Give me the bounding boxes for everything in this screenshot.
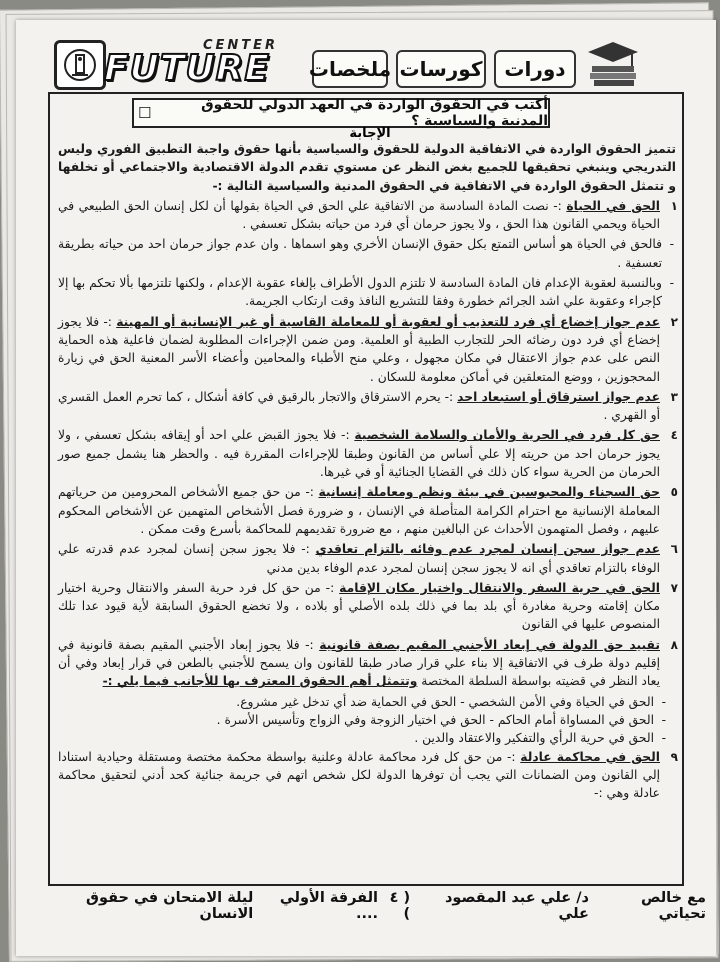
intro-paragraph: تتميز الحقوق الواردة في الاتفاقية الدولية للحقوق والسياسية بأنها حقوق واجبة التطبيق الفوري وليس التدريجي وينبغي تحقيقها للجميع بغض النظر عن مستوي تقدم الدولة الاقتصادية والاجتماعي أو تخلفها و تتمثل الحقوق الواردة في الاتفاقية في الحقوق المدنية والسياسية التالية :- [58, 142, 676, 193]
bullet-dash-icon: - [669, 237, 674, 252]
bullet-text: الحق في الحياة وفي الأمن الشخصي - الحق في الحماية ضد أي تدخل غير مشروع. [236, 694, 654, 709]
list-item [58, 274, 676, 311]
question-text: أكتب في الحقوق الواردة في العهد الدولي للحقوق المدنية والسياسية ؟ [201, 97, 548, 129]
footer-year: الفرقة الأولي .... [279, 890, 378, 922]
item-title: حق السجناء والمحبوسين في بيئة ونظم ومعاملة إنسانية [318, 485, 660, 500]
bullet-dash-icon: - [661, 731, 666, 746]
list-item [58, 426, 676, 481]
item-title: عدم جواز سجن إنسان لمجرد عدم وفائه بالتزام تعاقدي [315, 542, 661, 557]
list-item [58, 388, 676, 425]
item-text: :- فلا يجوز إخضاع أي فرد دون رضائه الحر للتجارب الطبية أو العلمية. ومن ضمن الإجراءات المطلوبة لضمان فاعلية هذه الحماية النص على عدم جواز الاعتقال في مكان مجهول ، وعلي منح الأطباء والمحامين وأعضاء الأسر المعنية الحق في زيارة المحجوزين ، ووضع المتعلقين في أماكن معلومة للسكان . [58, 314, 660, 384]
kourses-button[interactable]: كورسات [396, 50, 486, 88]
item-title: تقييد حق الدولة في إبعاد الأجنبي المقيم بصفة قانونية [319, 637, 660, 652]
item-text: :- يحرم الاسترقاق والاتجار بالرقيق في كافة أشكال ، كما تحرم العمل القسري أو القهري . [58, 389, 660, 423]
brand-name: FUTURE [104, 48, 270, 89]
page-footer [10, 886, 706, 926]
foreigner-rights-list [58, 693, 676, 748]
bullet-text: وبالنسبة لعقوبة الإعدام فان المادة السادسة لا تلتزم الدول الأطراف بإلغاء عقوبة الإعدام ، ولكنها تلتزمها بألا تحكم بها إلا كإجراء وعقوبة علي اشد الجرائم خطورة وفقا للتشريع النافذ وقت ارتكاب الجريمة. [58, 276, 662, 309]
item-number: ٣ [670, 389, 678, 404]
item-text: :- نصت المادة السادسة من الاتفاقية علي الحق في الحياة بقولها أن لكل إنسان الحق الطبيعي في الحياة ويحمي القانون هذا الحق ، ولا يجوز حرمان أي فرد من حياته بشكل تعسفي . [58, 198, 660, 232]
courses-button[interactable]: دورات [494, 50, 576, 88]
item-tail: وتتمثل أهم الحقوق المعترف بها للأجانب فيما يلي :- [102, 674, 418, 689]
page-header [48, 30, 628, 89]
item-number: ٢ [670, 314, 678, 329]
item-text: :- من حق جميع الأشخاص المحرومين من حرياتهم المعاملة الإنسانية مع احترام الكرامة المتأصلة في الإنسان ، و ضرورة فصل الأشخاص المتهمين عن الأشخاص المحكوم عليهم ، وفصل المتهمون الأحداث عن البالغين منهم ، مع ضرورة تقديمهم للمحاكمة بأسرع وقت ممكن . [58, 485, 660, 536]
item-number: ٤ [670, 428, 678, 443]
bullet-dash-icon: - [669, 276, 674, 291]
bullet-text: الحق في حرية الرأي والتفكير والاعتقاد والدين . [414, 731, 654, 746]
list-item [58, 235, 676, 272]
item-number: ٨ [670, 637, 678, 652]
list-item [58, 748, 676, 803]
answer-label: الإجابة [349, 126, 391, 141]
item-title: الحق في محاكمة عادلة [520, 749, 661, 764]
item-title: حق كل فرد في الحرية والأمان والسلامة الشخصية [354, 428, 660, 443]
item-text: :- من حق كل فرد محاكمة عادلة وعلنية بواسطة محكمة مختصة ومستقلة وحيادية استنادا إلي القانون ومن الضمانات التي يجب أن توفرها الدولة لكل شخص اتهم في جريمة جنائية كحد أدني لتحقيق محاكمة عادلة وهي :- [58, 749, 660, 801]
footer-author: د/ علي عبد المقصود علي [444, 890, 589, 922]
item-number: ٥ [670, 485, 678, 500]
list-item [58, 483, 676, 538]
item-number: ٦ [670, 542, 678, 557]
list-item [58, 313, 676, 386]
item-text: :- فلا يجوز إبعاد الأجنبي المقيم بصفة قانونية في إقليم دولة طرف في الاتفاقية إلا بناء علي قرار صادر طبقا للقانون وان يسمح للأجنبي بالطعن في قرار إبعاد وفي أن يعاد النظر في قضيته بواسطة السلطة المختصة [58, 637, 660, 689]
brand-sub-label: CENTER [202, 38, 278, 53]
books-graduation-icon [584, 38, 642, 88]
bullet-text: فالحق في الحياة هو أساس التمتع بكل حقوق الإنسان الأخري وهو اسماها . وان عدم جواز حرمان احد من حياته بطريقة تعسفية . [58, 237, 662, 270]
list-item [58, 540, 676, 577]
item-number: ١ [670, 198, 678, 213]
item-title: الحق في حرية السفر والانتقال واختيار مكان الإقامة [339, 580, 660, 595]
page-number: ( ٤ ) [389, 890, 411, 922]
list-item [58, 729, 668, 747]
item-title: عدم جواز استرقاق أو استبعاد احد [457, 389, 660, 404]
list-item [58, 197, 676, 234]
footer-subject: ليلة الامتحان في حقوق الانسان [86, 890, 254, 922]
bullet-text: الحق في المساواة أمام الحاكم - الحق في اختيار الزوجة وفي الزواج وتأسيس الأسرة . [216, 712, 654, 727]
item-text: :- فلا يجوز القبض علي احد أو إيقافه بشكل تعسفي ، ولا يجوز حرمان احد من حريته إلا علي أساس من القانون وطبقا للإجراءات المقررة فيه . والحظر هنا يشمل جميع صور الحرمان من الحرية سواء كان ذلك في القضايا الجنائية أو في غيرها. [58, 428, 660, 480]
item-text: :- فلا يجوز سجن إنسان لمجرد عدم قدرته علي الوفاء بالتزام تعاقدي أي انه لا يجوز سجن إنسان لمجرد عدم الوفاء بدين مدني [58, 542, 660, 575]
list-item [58, 579, 676, 634]
list-item [58, 693, 668, 711]
item-title: الحق في الحياة [566, 198, 660, 213]
checkbox-icon: ☐ [138, 104, 152, 122]
brand-logo [104, 38, 284, 89]
item-number: ٩ [670, 749, 678, 764]
summaries-button[interactable]: ملخصات [312, 50, 388, 88]
bullet-dash-icon: - [661, 694, 666, 709]
question-title [132, 98, 550, 128]
list-item [58, 636, 676, 691]
center-logo-icon [54, 40, 106, 90]
bullet-dash-icon: - [661, 712, 666, 727]
list-item [58, 711, 668, 729]
item-title: عدم جواز إخضاع أي فرد للتعذيب أو لعقوبة أو للمعاملة القاسية أو غير الإنسانية أو المهينة [116, 314, 660, 329]
item-number: ٧ [670, 580, 678, 595]
answer-body [58, 140, 676, 804]
footer-greeting: مع خالص تحياتي [640, 890, 706, 922]
item-text: :- من حق كل فرد حرية السفر والانتقال وحرية اختيار مكان إقامته وحرية مغادرة أي بلد بما في ذلك بلده الأصلي أو بلاده ، ولا تخضع الحقوق السابقة لأية قيود عدا تلك المنصوص عليها في القانون [58, 580, 660, 632]
